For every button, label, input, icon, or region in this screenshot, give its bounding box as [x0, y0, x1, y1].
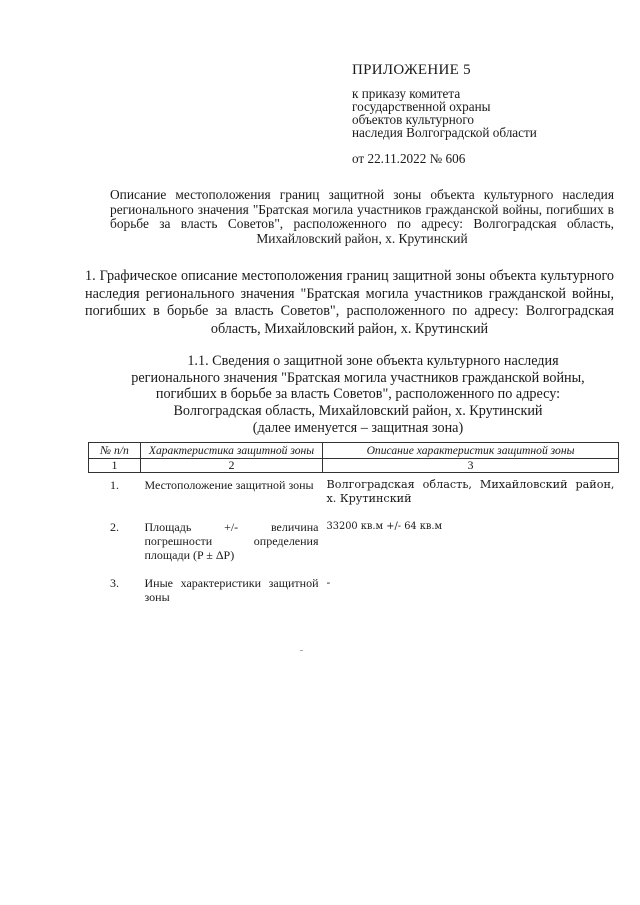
section-1-1-heading [98, 353, 618, 437]
row-number: 2. [110, 520, 119, 534]
section-1-text: 1. Графическое описание местоположения границ защитной зоны объекта культурного наследия регионального значения "Братская могила участников гражданской войны, погибших в борьбе за власть Советов", расположенного по адресу: Волгоградская область, Михайловский район, х. Крутинский [85, 268, 614, 337]
column-number: 3 [323, 459, 619, 473]
table-header-number: № п/п [89, 443, 141, 459]
appendix-line: наследия Волгоградской области [352, 125, 537, 140]
row-characteristic: Иные характеристики защитной зоны [144, 576, 319, 604]
table-row [89, 515, 619, 571]
appendix-line: к приказу комитета [352, 86, 461, 101]
appendix-line: государственной охраны [352, 99, 491, 114]
scan-speck [300, 650, 303, 651]
document-description: Описание местоположения границ защитной зоны объекта культурного наследия регионального значения "Братская могила участников гражданской войны, погибших в борьбе за власть Советов", расположенного по адресу: Волгоградская область, Михайловский район, х. Крутинский [110, 187, 614, 246]
appendix-heading: ПРИЛОЖЕНИЕ 5 [352, 62, 471, 78]
section-1-1-line: (далее именуется – защитная зона) [252, 419, 464, 436]
row-characteristic: Местоположение защитной зоны [144, 478, 314, 492]
column-number: 2 [141, 459, 323, 473]
row-description: Волгоградская область, Михайловский район, х. Крутинский [326, 478, 615, 505]
row-number: 1. [110, 478, 119, 492]
appendix-header [352, 62, 622, 167]
table-column-numbers [89, 459, 619, 473]
section-1-1-line: Волгоградская область, Михайловский район, х. Крутинский [173, 403, 543, 420]
order-date-number: от 22.11.2022 № 606 [352, 151, 466, 166]
row-characteristic: Площадь +/- величина погрешности определения площади (P ± ΔP) [144, 520, 319, 562]
section-1-1-line: регионального значения "Братская могила участников гражданской войны, [131, 369, 585, 386]
table-header-description: Описание характеристик защитной зоны [323, 443, 619, 459]
column-number: 1 [89, 459, 141, 473]
table-header-characteristic: Характеристика защитной зоны [141, 443, 323, 459]
table-row [89, 571, 619, 617]
row-description: - [326, 576, 331, 589]
table-row [89, 473, 619, 516]
appendix-line: объектов культурного [352, 112, 475, 127]
section-1-1-line: погибших в борьбе за власть Советов", расположенного по адресу: [155, 386, 561, 403]
row-number: 3. [110, 576, 119, 590]
section-1-1-line: 1.1. Сведения о защитной зоне объекта культурного наследия [187, 353, 559, 369]
protection-zone-table [88, 442, 618, 617]
row-description: 33200 кв.м +/- 64 кв.м [326, 521, 443, 532]
